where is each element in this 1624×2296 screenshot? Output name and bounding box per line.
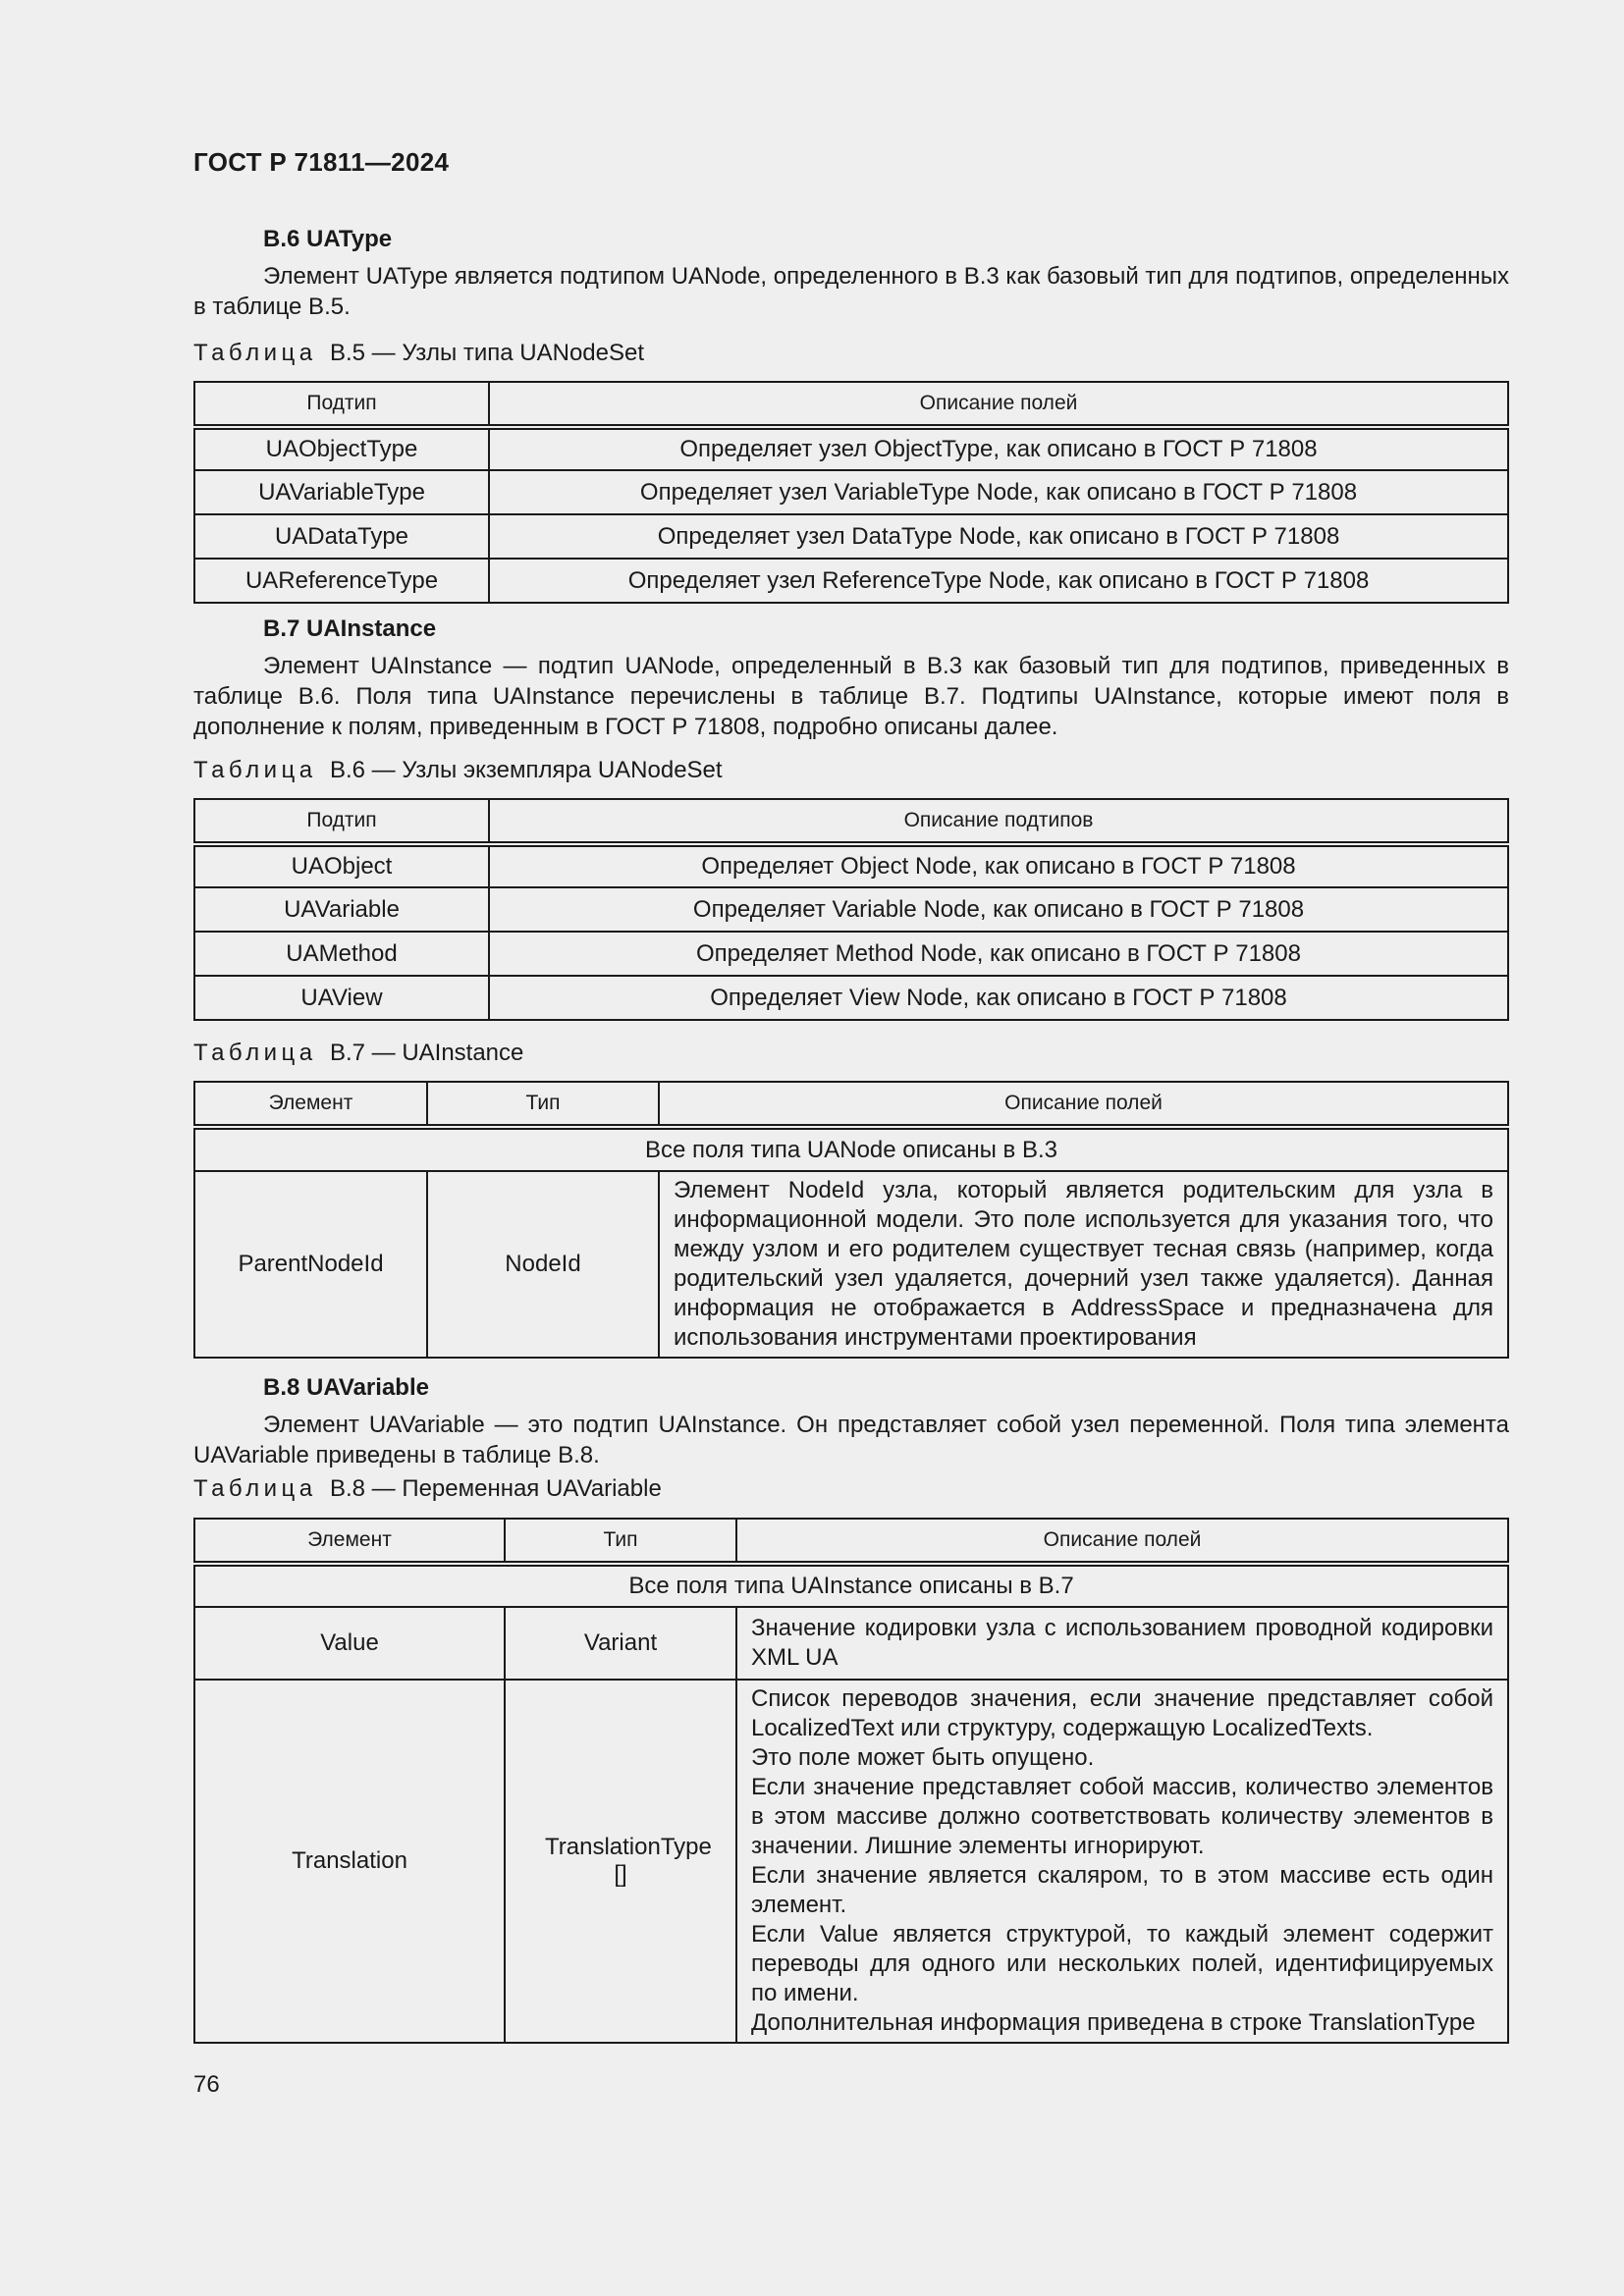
column-header-element: Элемент [194,1519,505,1564]
table-cell-subtype: UAObject [194,844,489,887]
column-header-type: Тип [505,1519,736,1564]
table-row [194,470,1508,514]
table-header-row [194,1519,1508,1564]
caption-text: В.6 — Узлы экземпляра UANodeSet [329,757,723,783]
table-cell-description: Определяет узел ReferenceType Node, как описано в ГОСТ Р 71808 [489,559,1508,603]
column-header-description: Описание подтипов [489,799,1508,844]
table-header-row [194,382,1508,427]
section-b6-heading: В.6 UAType [263,226,393,252]
table-cell-type: Variant [505,1607,736,1680]
description-line: Список переводов значения, если значение представляет собой LocalizedText или структуру, содержащую LocalizedTexts. [751,1685,1493,1741]
table-cell-element: ParentNodeId [194,1171,427,1358]
table-span-cell: Все поля типа UAInstance описаны в В.7 [194,1564,1508,1607]
caption-prefix: Таблица [193,1040,317,1066]
section-b8-paragraph: Элемент UAVariable — это подтип UAInstance. Он представляет собой узел переменной. Поля типа элемента UAVariable приведены в таблице В.8. [193,1412,1509,1468]
description-line: Значение кодировки узла с использованием проводной кодировки XML UA [751,1615,1493,1671]
description-line: Если значение представляет собой массив, количество элементов в этом массиве должно соответствовать количеству элементов в значении. Лишние элементы игнорируют. [751,1774,1493,1859]
section-b8-heading: В.8 UAVariable [263,1374,429,1401]
table-cell-element: Translation [194,1680,505,2043]
description-line: Если Value является структурой, то каждый элемент содержит переводы для одного или нескольких полей, идентифицируемых по имени. [751,1921,1493,2006]
table-cell-type: NodeId [427,1171,659,1358]
table-header-row [194,1082,1508,1127]
table-row [194,514,1508,559]
caption-text: В.5 — Узлы типа UANodeSet [329,340,645,366]
table-b6 [193,798,1509,1021]
table-b7 [193,1081,1509,1359]
table-row [194,1680,1508,2043]
table-cell-description: Определяет узел DataType Node, как описано в ГОСТ Р 71808 [489,514,1508,559]
table-span-row [194,1564,1508,1607]
table-cell-description: Определяет узел VariableType Node, как описано в ГОСТ Р 71808 [489,470,1508,514]
table-row [194,1171,1508,1358]
table-row [194,844,1508,887]
column-header-subtype: Подтип [194,382,489,427]
table-b5 [193,381,1509,604]
table-cell-description: Элемент NodeId узла, который является родительским для узла в информационной модели. Это поле используется для указания того, что между узлом и его родителем существует тесная связь (например, когда родительский узел удаляется, дочерний узел также удаляется). Данная информация не отображается в AddressSpace и предназначена для использования инструментами проектирования [659,1171,1508,1358]
description-line: Если значение является скаляром, то в этом массиве есть один элемент. [751,1862,1493,1918]
table-cell-type: TranslationType [] [505,1680,736,2043]
table-cell-description: Определяет узел ObjectType, как описано в ГОСТ Р 71808 [489,427,1508,470]
column-header-description: Описание полей [736,1519,1508,1564]
table-b8-caption [193,1475,662,1503]
table-b5-caption [193,340,644,367]
caption-text: В.8 — Переменная UAVariable [329,1475,662,1502]
table-cell-subtype: UAMethod [194,932,489,976]
caption-prefix: Таблица [193,340,317,366]
table-cell-subtype: UAVariable [194,887,489,932]
table-cell-subtype: UAObjectType [194,427,489,470]
table-span-cell: Все поля типа UANode описаны в В.3 [194,1127,1508,1171]
caption-text: В.7 — UAInstance [329,1040,524,1066]
table-row [194,887,1508,932]
table-cell-description: Определяет Variable Node, как описано в ГОСТ Р 71808 [489,887,1508,932]
description-line: Дополнительная информация приведена в строке TranslationType [751,2009,1476,2036]
table-cell-description: Определяет Object Node, как описано в ГОСТ Р 71808 [489,844,1508,887]
table-header-row [194,799,1508,844]
table-b7-caption [193,1040,523,1067]
section-b7-paragraph: Элемент UAInstance — подтип UANode, определенный в В.3 как базовый тип для подтипов, приведенных в таблице В.6. Поля типа UAInstance перечислены в таблице В.7. Подтипы UAInstance, которые имеют поля в дополнение к полям, приведенным в ГОСТ Р 71808, подробно описаны далее. [193,653,1509,740]
column-header-description: Описание полей [489,382,1508,427]
table-span-row [194,1127,1508,1171]
document-code-header: ГОСТ Р 71811—2024 [193,147,450,177]
table-cell-subtype: UAVariableType [194,470,489,514]
table-cell-subtype: UAView [194,976,489,1020]
table-cell-description [736,1607,1508,1680]
table-row [194,976,1508,1020]
description-line: Это поле может быть опущено. [751,1744,1095,1771]
table-cell-element: Value [194,1607,505,1680]
column-header-type: Тип [427,1082,659,1127]
caption-prefix: Таблица [193,1475,317,1502]
table-cell-subtype: UADataType [194,514,489,559]
caption-prefix: Таблица [193,757,317,783]
table-row [194,427,1508,470]
table-row [194,559,1508,603]
table-b6-caption [193,757,723,784]
page-number: 76 [193,2071,220,2098]
table-row [194,1607,1508,1680]
column-header-element: Элемент [194,1082,427,1127]
column-header-description: Описание полей [659,1082,1508,1127]
table-cell-description: Определяет View Node, как описано в ГОСТ Р 71808 [489,976,1508,1020]
table-cell-subtype: UAReferenceType [194,559,489,603]
table-row [194,932,1508,976]
column-header-subtype: Подтип [194,799,489,844]
section-b6-paragraph: Элемент UAType является подтипом UANode, определенного в В.3 как базовый тип для подтипов, определенных в таблице В.5. [193,263,1509,320]
table-b8 [193,1518,1509,2044]
table-cell-description [736,1680,1508,2043]
section-b7-heading: В.7 UAInstance [263,615,437,642]
table-cell-description: Определяет Method Node, как описано в ГОСТ Р 71808 [489,932,1508,976]
